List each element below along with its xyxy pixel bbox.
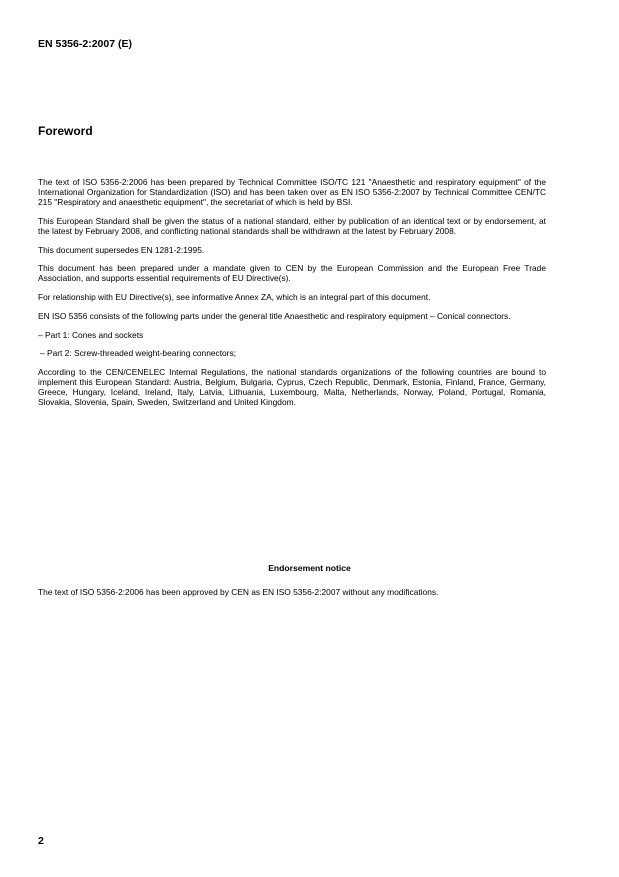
paragraph-annex-relationship: For relationship with EU Directive(s), see informative Annex ZA, which is an integral part of this document. (38, 292, 431, 303)
endorsement-text: The text of ISO 5356-2:2006 has been approved by CEN as EN ISO 5356-2:2007 without any modifications. (38, 587, 439, 597)
endorsement-heading: Endorsement notice (268, 563, 351, 573)
paragraph-supersedes: This document supersedes EN 1281-2:1995. (38, 244, 205, 255)
paragraph-countries: According to the CEN/CENELEC Internal Regulations, the national standards organizations of the following countries are bound to implement this European Standard: Austria, Belgium, Bulgaria, Cyprus, Czech Republic, Denmark, Estonia, Finland, France, Germany, Greece, Hungary, Iceland, Ireland, Italy, Latvia, Lithuania, Luxembourg, Malta, Netherlands, Norway, Poland, Portugal, Romania, Slovakia, Slovenia, Spain, Sweden, Switzerland and United Kingdom. (38, 366, 546, 408)
list-item-part-1: – Part 1: Cones and sockets (38, 329, 144, 340)
paragraph-preparation: The text of ISO 5356-2:2006 has been prepared by Technical Committee ISO/TC 121 "Anaesthetic and respiratory equipment" of the International Organization for Standardization (ISO) and has been taken over as EN ISO 5356-2:2007 by Technical Committee CEN/TC 215 "Respiratory and anaesthetic equipment", the secretariat of which is held by BSI. (38, 177, 546, 208)
standard-id-header: EN 5356-2:2007 (E) (38, 38, 132, 50)
foreword-title: Foreword (38, 124, 93, 138)
page-number: 2 (38, 835, 44, 847)
paragraph-status: This European Standard shall be given the status of a national standard, either by publication of an identical text or by endorsement, at the latest by February 2008, and conflicting national standards shall be withdrawn at the latest by February 2008. (38, 215, 546, 236)
paragraph-parts-intro: EN ISO 5356 consists of the following parts under the general title Anaesthetic and respiratory equipment – Conical connectors. (38, 310, 511, 321)
foreword-body (38, 177, 546, 416)
list-item-part-2: – Part 2: Screw-threaded weight-bearing connectors; (40, 348, 236, 359)
paragraph-mandate: This document has been prepared under a mandate given to CEN by the European Commission and the European Free Trade Association, and supports essential requirements of EU Directive(s). (38, 263, 546, 284)
